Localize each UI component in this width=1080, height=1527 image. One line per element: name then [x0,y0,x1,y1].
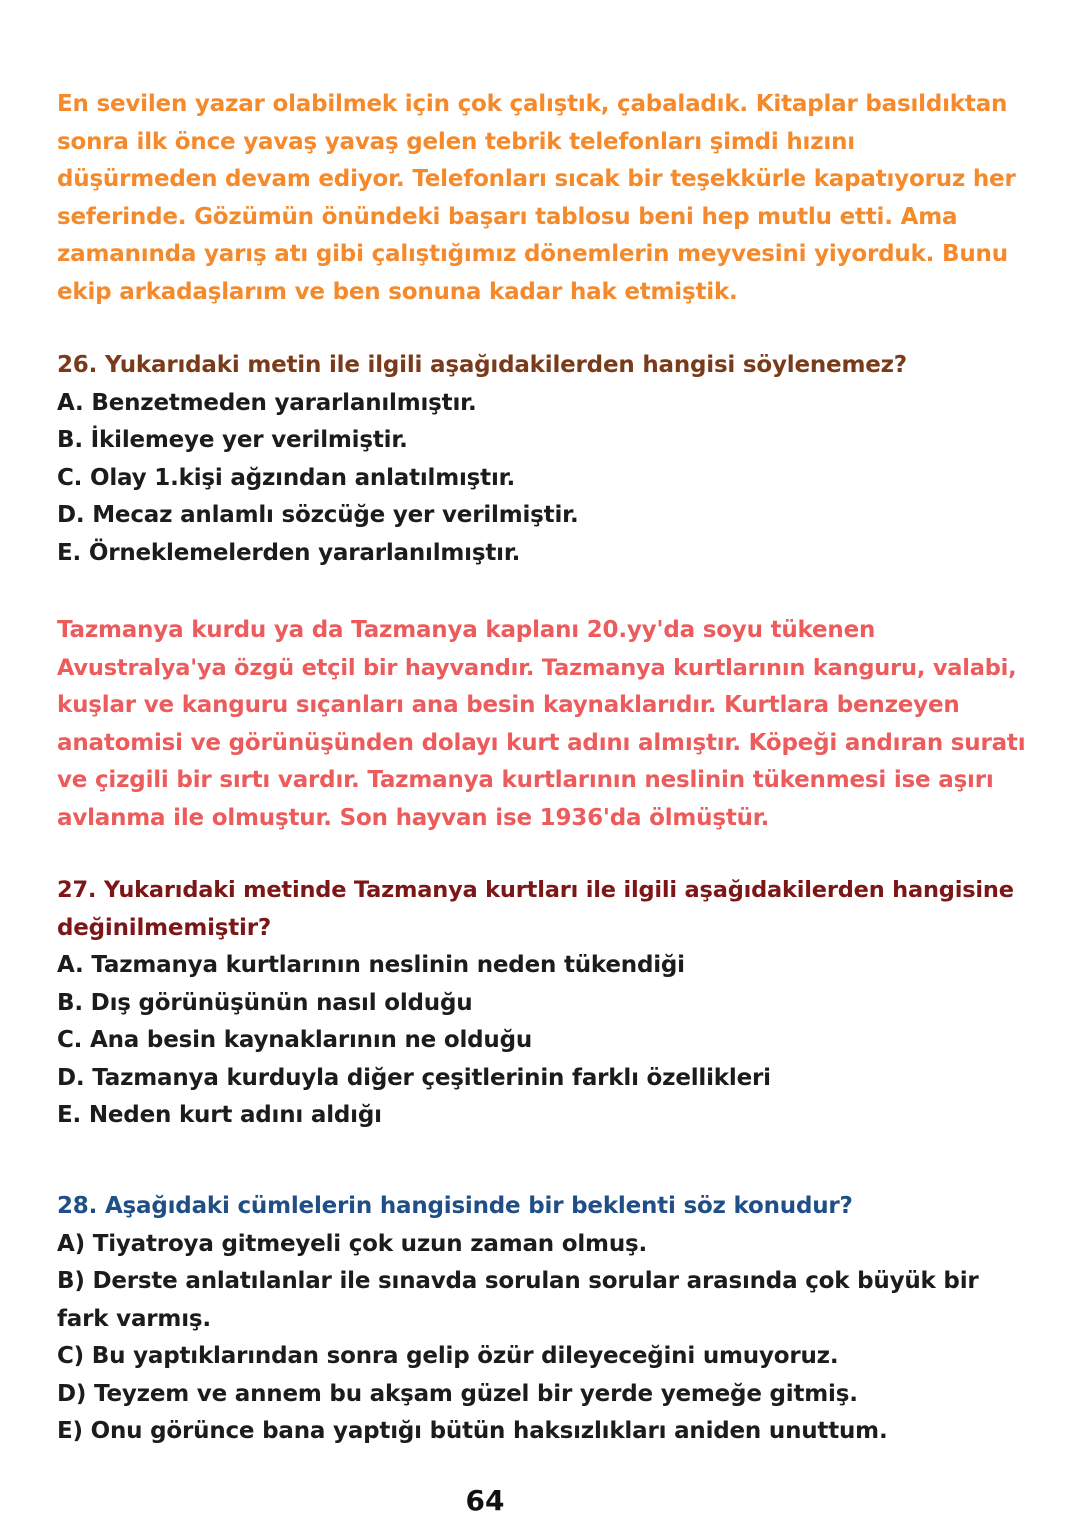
question-26-option-c: C. Olay 1.kişi ağzından anlatılmıştır. [57,464,516,491]
passage-2-line: anatomisi ve görünüşünden dolayı kurt adını almıştır. Köpeği andıran suratı [57,729,1026,756]
question-27 [57,872,1032,1135]
question-28-option-c: C) Bu yaptıklarından sonra gelip özür dileyeceğini umuyoruz. [57,1343,839,1369]
question-27-option-c: C. Ana besin kaynaklarının ne olduğu [57,1027,533,1053]
passage-2-line: kuşlar ve kanguru sıçanları ana besin kaynaklarıdır. Kurtlara benzeyen [57,692,960,718]
question-28-stem: 28. Aşağıdaki cümlelerin hangisinde bir beklenti söz konudur? [57,1193,853,1219]
question-27-option-e: E. Neden kurt adını aldığı [57,1102,382,1128]
question-28-option-a: A) Tiyatroya gitmeyeli çok uzun zaman olmuş. [57,1230,648,1257]
passage-1-line: ekip arkadaşlarım ve ben sonuna kadar hak etmiştik. [57,278,738,305]
question-26-option-b: B. İkilemeye yer verilmiştir. [57,427,408,453]
passage-1-line: düşürmeden devam ediyor. Telefonları sıcak bir teşekkürle kapatıyoruz her [57,166,1016,192]
question-26-stem: 26. Yukarıdaki metin ile ilgili aşağıdakilerden hangisi söylenemez? [57,352,907,378]
page-number: 64 [465,1484,505,1517]
question-28-option-d: D) Teyzem ve annem bu akşam güzel bir yerde yemeğe gitmiş. [57,1380,858,1407]
question-27-stem: 27. Yukarıdaki metinde Tazmanya kurtları ile ilgili aşağıdakilerden hangisine [57,877,1014,903]
passage-1-line: zamanında yarış atı gibi çalıştığımız dönemlerin meyvesini yiyorduk. Bunu [57,241,1008,267]
passage-1-line: sonra ilk önce yavaş yavaş gelen tebrik telefonları şimdi hızını [57,128,855,155]
question-27-option-a: A. Tazmanya kurtlarının neslinin neden tükendiği [57,952,685,978]
question-28 [57,1188,1032,1451]
question-28-option-b-cont: fark varmış. [57,1305,211,1332]
question-26-option-d: D. Mecaz anlamlı sözcüğe yer verilmiştir. [57,502,579,528]
question-27-option-d: D. Tazmanya kurduyla diğer çeşitlerinin farklı özellikleri [57,1064,771,1091]
passage-2-line: Avustralya'ya özgü etçil bir hayvandır. Tazmanya kurtlarının kanguru, valabi, [57,654,1017,681]
question-27-option-b: B. Dış görünüşünün nasıl olduğu [57,989,473,1016]
passage-1 [57,86,1032,311]
question-28-option-b: B) Derste anlatılanlar ile sınavda sorulan sorular arasında çok büyük bir [57,1268,979,1294]
question-26-option-a: A. Benzetmeden yararlanılmıştır. [57,389,477,416]
passage-2-line: ve çizgili bir sırtı vardır. Tazmanya kurtlarının neslinin tükenmesi ise aşırı [57,767,994,793]
passage-2 [57,612,1032,837]
question-26 [57,347,1032,572]
question-27-stem: değinilmemiştir? [57,914,272,941]
passage-2-line: Tazmanya kurdu ya da Tazmanya kaplanı 20.yy'da soyu tükenen [57,617,876,643]
passage-1-line: seferinde. Gözümün önündeki başarı tablosu beni hep mutlu etti. Ama [57,203,958,230]
passage-1-line: En sevilen yazar olabilmek için çok çalıştık, çabaladık. Kitaplar basıldıktan [57,91,1008,117]
passage-2-line: avlanma ile olmuştur. Son hayvan ise 1936'da ölmüştür. [57,804,770,831]
question-26-option-e: E. Örneklemelerden yararlanılmıştır. [57,539,521,566]
question-28-option-e: E) Onu görünce bana yaptığı bütün haksızlıkları aniden unuttum. [57,1418,888,1444]
